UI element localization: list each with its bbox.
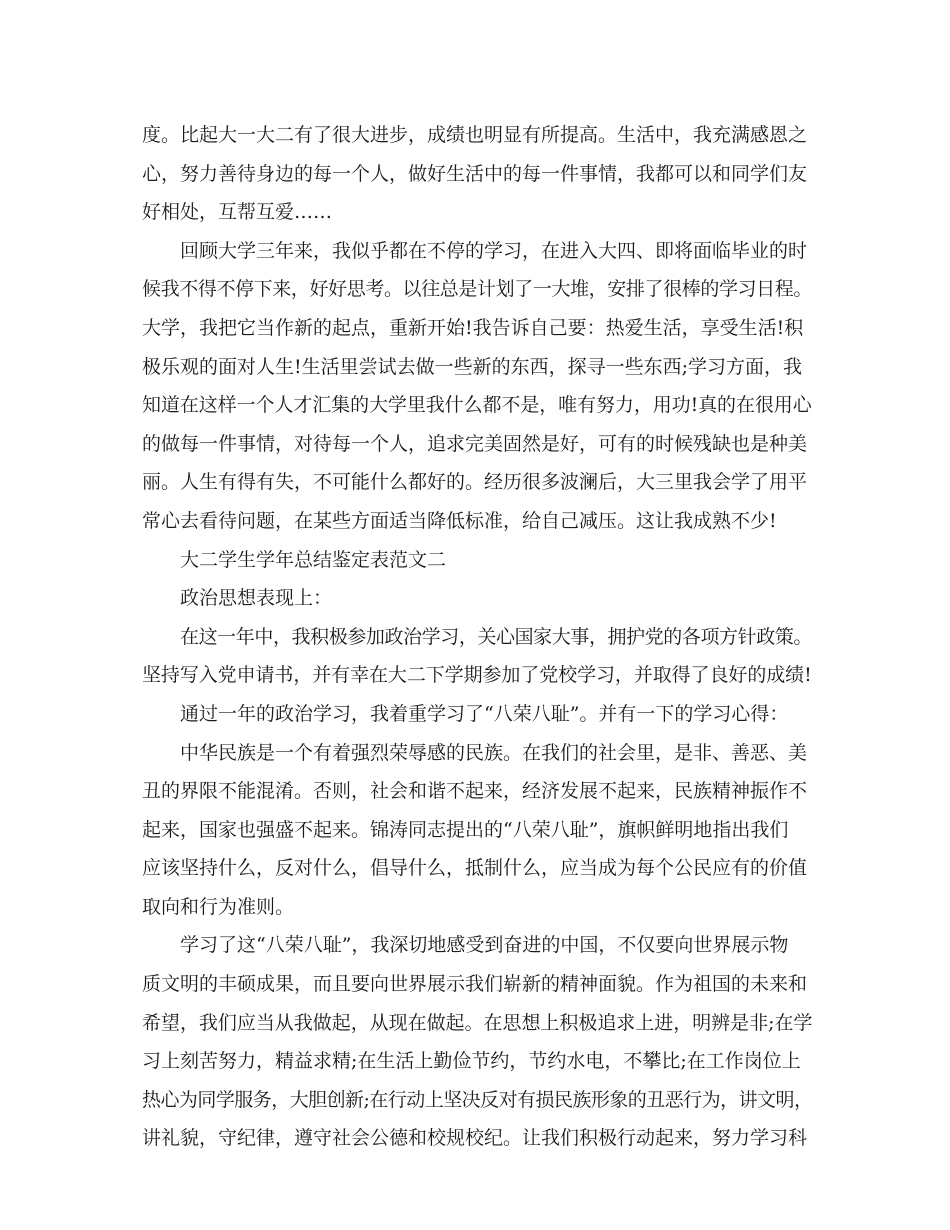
text-line: 丑的界限不能混淆。否则，社会和谐不起来，经济发展不起来，民族精神振作不 xyxy=(142,780,808,803)
text-line: 极乐观的面对人生!生活里尝试去做一些新的东西，探寻一些东西;学习方面，我 xyxy=(142,355,803,378)
text-line: 应该坚持什么，反对什么，倡导什么，抵制什么，应当成为每个公民应有的价值 xyxy=(142,857,808,880)
text-line: 知道在这样一个人才汇集的大学里我什么都不是，唯有努力，用功!真的在很用心 xyxy=(142,394,812,417)
text-line: 好相处，互帮互爱…… xyxy=(142,201,333,224)
text-line: 取向和行为准则。 xyxy=(142,895,295,918)
text-line: 回顾大学三年来，我似乎都在不停的学习，在进入大四、即将面临毕业的时 xyxy=(180,239,808,262)
text-line: 大二学生学年总结鉴定表范文二 xyxy=(180,548,447,571)
text-line: 丽。人生有得有失，不可能什么都好的。经历很多波澜后，大三里我会学了用平 xyxy=(142,471,808,494)
text-line: 坚持写入党申请书，并有幸在大二下学期参加了党校学习，并取得了良好的成绩! xyxy=(142,664,812,687)
text-line: 候我不得不停下来，好好思考。以往总是计划了一大堆，安排了很棒的学习日程。 xyxy=(142,278,813,301)
text-line: 通过一年的政治学习，我着重学习了“八荣八耻”。并有一下的学习心得： xyxy=(180,702,789,725)
text-line: 中华民族是一个有着强烈荣辱感的民族。在我们的社会里，是非、善恶、美 xyxy=(180,741,808,764)
document-body xyxy=(142,116,812,1158)
text-line: 的做每一件事情，对待每一个人，追求完美固然是好，可有的时候残缺也是种美 xyxy=(142,432,808,455)
text-line: 质文明的丰硕成果，而且要向世界展示我们崭新的精神面貌。作为祖国的未来和 xyxy=(142,973,808,996)
text-line: 度。比起大一大二有了很大进步，成绩也明显有所提高。生活中，我充满感恩之 xyxy=(142,124,808,146)
text-line: 政治思想表现上： xyxy=(180,587,333,610)
text-line: 心，努力善待身边的每一个人，做好生活中的每一件事情，我都可以和同学们友 xyxy=(142,162,808,185)
text-line: 热心为同学服务，大胆创新;在行动上坚决反对有损民族形象的丑恶行为，讲文明， xyxy=(142,1088,813,1111)
text-line: 习上刻苦努力，精益求精;在生活上勤俭节约，节约水电，不攀比;在工作岗位上 xyxy=(142,1050,801,1073)
text-line: 大学，我把它当作新的起点，重新开始!我告诉自己要：热爱生活，享受生活!积 xyxy=(142,316,804,339)
text-line: 在这一年中，我积极参加政治学习，关心国家大事，拥护党的各项方针政策。 xyxy=(180,625,813,648)
text-line: 希望，我们应当从我做起，从现在做起。在思想上积极追求上进，明辨是非;在学 xyxy=(142,1011,813,1034)
text-line: 讲礼貌，守纪律，遵守社会公德和校规校纪。让我们积极行动起来，努力学习科 xyxy=(142,1127,808,1150)
text-line: 常心去看待问题，在某些方面适当降低标准，给自己减压。这让我成熟不少! xyxy=(142,509,777,532)
text-line: 起来，国家也强盛不起来。锦涛同志提出的“八荣八耻”，旗帜鲜明地指出我们 xyxy=(142,818,789,841)
text-line: 学习了这“八荣八耻”，我深切地感受到奋进的中国，不仅要向世界展示物 xyxy=(180,934,789,957)
